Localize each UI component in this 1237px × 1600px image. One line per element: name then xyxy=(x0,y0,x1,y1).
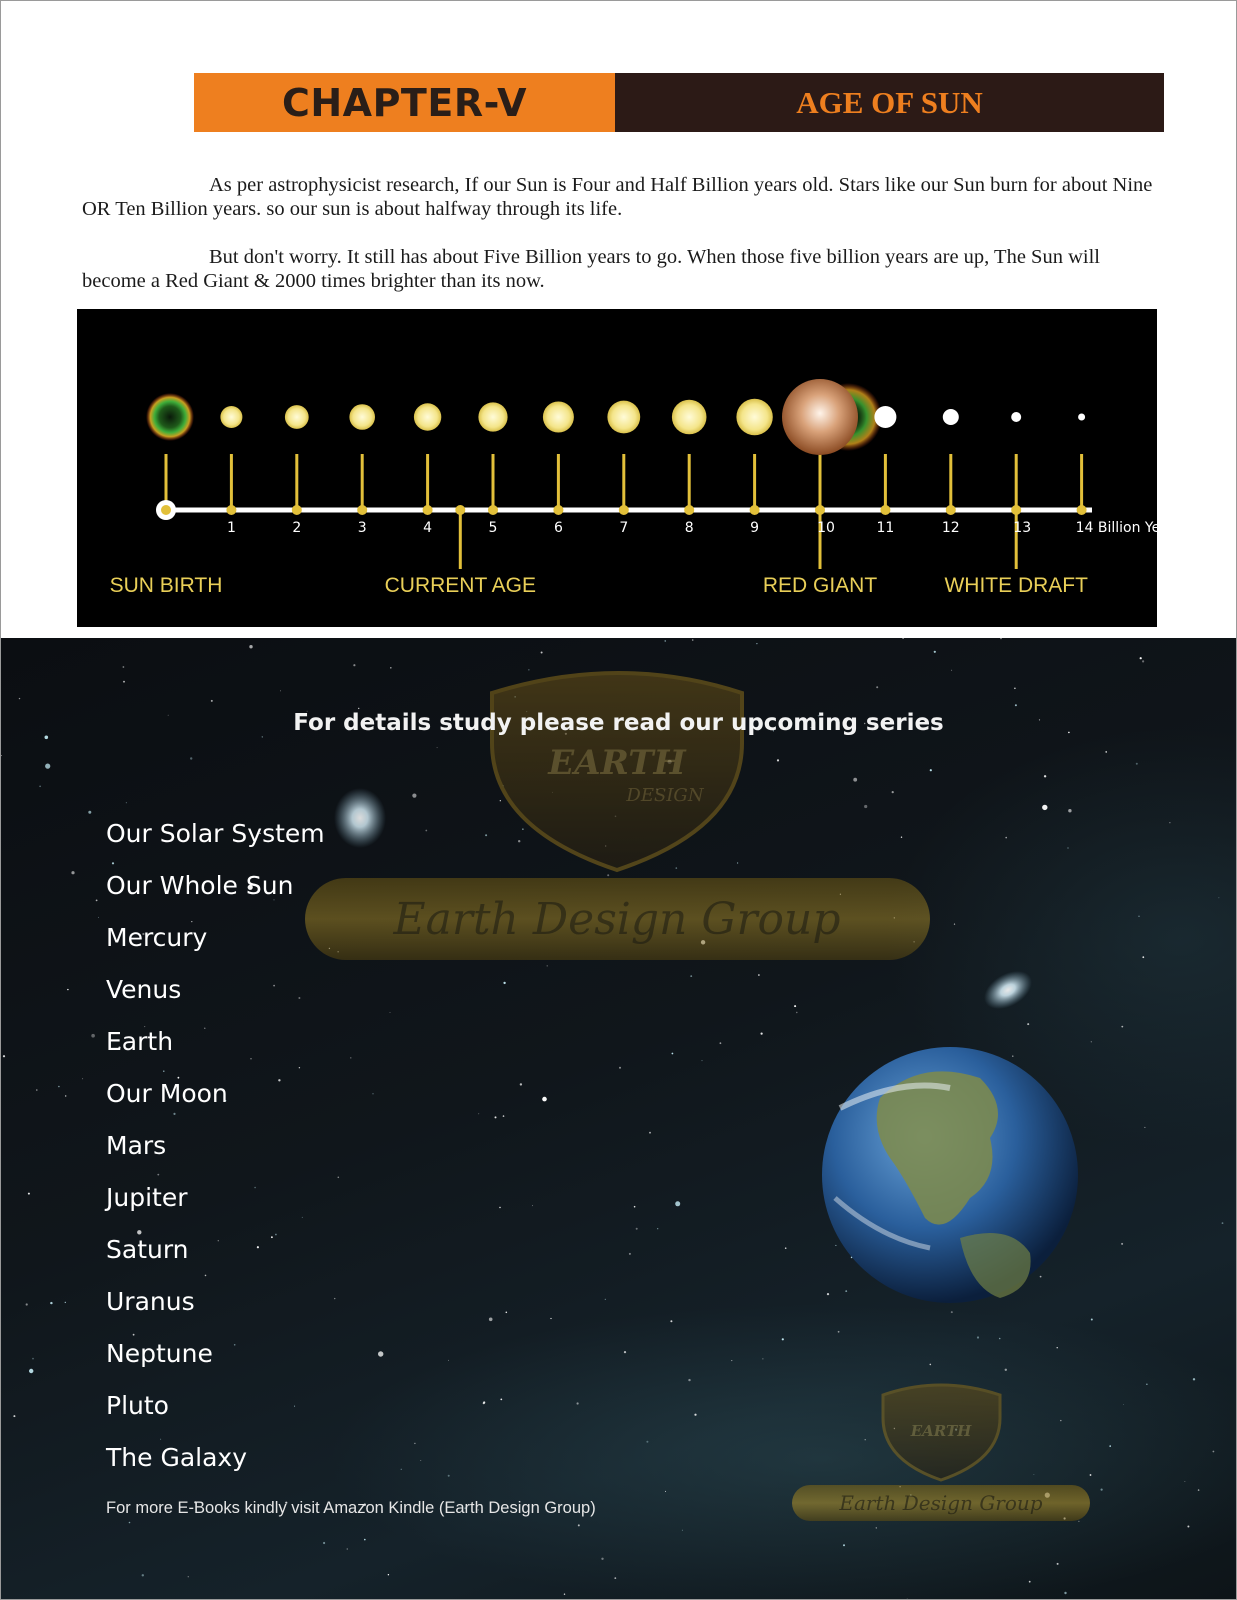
star xyxy=(547,965,548,966)
star xyxy=(280,691,281,692)
sun-stage xyxy=(220,406,242,428)
year-dot xyxy=(684,505,694,515)
sun-stage xyxy=(414,403,441,430)
series-item: Earth xyxy=(106,1027,174,1056)
star xyxy=(951,670,952,671)
year-dot xyxy=(553,505,563,515)
star xyxy=(1121,1243,1123,1245)
star xyxy=(1034,1474,1035,1475)
star xyxy=(82,1078,83,1079)
sun-stage xyxy=(543,402,574,433)
star xyxy=(675,1201,680,1206)
star xyxy=(1185,1481,1186,1482)
star xyxy=(1187,1526,1189,1528)
star xyxy=(126,802,127,803)
star xyxy=(506,1312,508,1314)
series-item: Venus xyxy=(106,975,182,1004)
emblem-letters: EARTH xyxy=(548,743,686,783)
star xyxy=(777,759,779,761)
star xyxy=(390,667,392,669)
series-item: Our Whole Sun xyxy=(106,871,294,900)
stage-label: SUN BIRTH xyxy=(109,574,223,597)
star xyxy=(550,1318,551,1319)
star xyxy=(605,1299,606,1300)
white-dwarf xyxy=(874,406,896,428)
sun-stage xyxy=(478,402,507,431)
star xyxy=(601,1558,603,1560)
star xyxy=(3,1055,5,1057)
tick-label: 13 xyxy=(1013,520,1032,536)
series-item: Our Moon xyxy=(106,1079,228,1108)
star xyxy=(129,1522,131,1524)
tick-label: 6 xyxy=(553,520,563,536)
star xyxy=(28,1193,30,1195)
star xyxy=(58,1086,60,1088)
star xyxy=(758,974,760,976)
star xyxy=(448,1475,450,1477)
star xyxy=(1005,1369,1007,1371)
star xyxy=(737,862,738,863)
year-dot xyxy=(1077,505,1087,515)
white-dwarf xyxy=(943,409,959,425)
star xyxy=(977,1336,979,1338)
star xyxy=(838,1331,840,1333)
star xyxy=(50,1302,52,1304)
series-item: Mercury xyxy=(106,923,208,952)
star xyxy=(692,639,694,641)
series-heading: For details study please read our upcoming series xyxy=(293,710,944,736)
star xyxy=(1040,1276,1042,1278)
star xyxy=(1042,805,1047,810)
star xyxy=(503,982,505,984)
star xyxy=(29,1369,33,1373)
star xyxy=(500,1399,502,1401)
star xyxy=(636,1228,638,1230)
stage-label: WHITE DRAFT xyxy=(944,574,1088,597)
star xyxy=(578,1524,580,1526)
star xyxy=(13,1415,15,1417)
star xyxy=(901,837,902,838)
tick-label: 1 xyxy=(226,520,236,536)
birth-marker-core xyxy=(161,505,171,515)
star xyxy=(756,643,757,644)
star xyxy=(853,778,857,782)
series-item: Our Solar System xyxy=(106,819,325,848)
star xyxy=(1219,897,1220,898)
star xyxy=(1068,809,1071,812)
star xyxy=(1140,657,1142,659)
star xyxy=(323,1542,325,1544)
star xyxy=(500,800,501,801)
year-dot xyxy=(946,505,956,515)
year-dot xyxy=(880,505,890,515)
star xyxy=(930,1364,932,1366)
sun-life-timeline xyxy=(77,309,1182,627)
star xyxy=(629,1253,631,1255)
star xyxy=(532,1205,533,1206)
star xyxy=(1138,916,1139,917)
star xyxy=(495,1116,497,1118)
star xyxy=(541,652,543,654)
star xyxy=(865,1439,866,1440)
timeline-graphic xyxy=(77,309,1182,627)
star xyxy=(688,1379,690,1381)
star xyxy=(478,1113,479,1114)
series-item: Saturn xyxy=(106,1235,189,1264)
star xyxy=(762,1358,763,1359)
star xyxy=(528,669,529,670)
star xyxy=(665,1491,666,1492)
star xyxy=(188,1576,189,1577)
star xyxy=(607,874,609,876)
star xyxy=(98,917,99,918)
star xyxy=(902,637,904,639)
chapter-title-block xyxy=(615,73,1164,132)
star xyxy=(999,1338,1001,1340)
year-dot xyxy=(423,505,433,515)
star xyxy=(338,1177,340,1179)
earth-image xyxy=(822,1047,1078,1303)
star xyxy=(334,1298,335,1299)
star xyxy=(32,1358,34,1360)
star xyxy=(1090,1474,1092,1476)
chapter-number: CHAPTER-V xyxy=(281,80,527,125)
star xyxy=(211,700,213,702)
stage-label: CURRENT AGE xyxy=(384,574,536,597)
star xyxy=(414,1443,415,1444)
sun-stage xyxy=(285,405,309,429)
star xyxy=(1057,1563,1059,1565)
star xyxy=(1193,1378,1195,1380)
star xyxy=(1142,660,1144,662)
sun-stage xyxy=(349,404,375,430)
year-dot xyxy=(619,505,629,515)
nebula-birth xyxy=(146,393,194,441)
star xyxy=(412,794,416,798)
star xyxy=(364,1539,366,1541)
star xyxy=(45,764,50,769)
star xyxy=(1012,1056,1013,1057)
star xyxy=(91,1034,95,1038)
star xyxy=(1,755,2,756)
star xyxy=(26,1303,28,1305)
star xyxy=(1027,1023,1029,1025)
star xyxy=(1198,1489,1200,1491)
star xyxy=(930,769,932,771)
intro-paragraph: As per astrophysicist research, If our Sun is Four and Half Billion years old. Stars like our Sun burn for about Nine OR Ten Billion years. so our sun is about halfway through its life. xyxy=(82,174,1153,220)
star xyxy=(876,1527,877,1528)
chapter-header xyxy=(194,73,1164,132)
star xyxy=(401,1469,402,1470)
star xyxy=(503,1115,505,1117)
star xyxy=(1044,775,1046,777)
star xyxy=(142,1574,144,1576)
tick-label-end: 14 Billion Years xyxy=(1075,520,1182,536)
tick-label: 3 xyxy=(357,520,367,536)
year-dot xyxy=(750,505,760,515)
star xyxy=(1213,1451,1215,1453)
star xyxy=(649,1132,651,1134)
star xyxy=(350,1057,351,1058)
star xyxy=(892,791,894,793)
star xyxy=(1014,688,1016,690)
star xyxy=(483,1402,485,1404)
star xyxy=(1105,751,1107,753)
star xyxy=(1060,1420,1061,1421)
watermark-emblem-small xyxy=(883,1385,1000,1480)
star xyxy=(1078,1521,1079,1522)
series-promo-section xyxy=(0,638,1237,1600)
star xyxy=(390,1012,391,1013)
year-dot xyxy=(357,505,367,515)
tick-label: 4 xyxy=(423,520,433,536)
star xyxy=(761,1033,763,1035)
star xyxy=(1146,1384,1147,1385)
white-dwarf xyxy=(1011,412,1021,422)
star xyxy=(794,1005,796,1007)
star xyxy=(1109,1445,1111,1447)
star xyxy=(782,1338,784,1340)
sun-stage xyxy=(736,399,772,435)
star xyxy=(843,1544,845,1546)
star xyxy=(1222,1222,1224,1224)
series-list xyxy=(106,814,325,1490)
star xyxy=(36,1089,38,1091)
star xyxy=(520,1083,522,1085)
star xyxy=(1064,1592,1066,1594)
star xyxy=(951,1311,953,1313)
watermark-brand-small: Earth Design Group xyxy=(839,1491,1043,1515)
star xyxy=(1000,637,1002,639)
star xyxy=(65,1095,66,1096)
star xyxy=(1057,1347,1058,1348)
star xyxy=(372,1093,373,1094)
star xyxy=(657,1228,658,1229)
galaxy-right xyxy=(977,963,1038,1017)
star xyxy=(39,786,41,788)
star xyxy=(518,840,520,842)
star xyxy=(845,1290,847,1292)
sun-stage xyxy=(672,400,707,435)
star xyxy=(522,829,523,830)
star xyxy=(425,830,427,832)
star xyxy=(485,834,487,836)
white-dwarf xyxy=(1078,414,1085,421)
tick-label: 12 xyxy=(941,520,960,536)
star xyxy=(542,1097,547,1102)
star xyxy=(1123,1404,1124,1405)
star xyxy=(123,681,125,683)
star xyxy=(827,1293,829,1295)
star xyxy=(19,698,20,699)
star xyxy=(876,686,878,688)
star xyxy=(864,805,867,808)
star xyxy=(665,640,666,641)
star xyxy=(123,666,125,668)
watermark-emblem xyxy=(492,673,742,870)
star xyxy=(190,757,192,759)
star xyxy=(835,1245,836,1246)
star xyxy=(731,1360,732,1361)
footer-note: For more E-Books kindly visit Amazon Kindle (Earth Design Group) xyxy=(106,1499,596,1517)
tick-label: 11 xyxy=(876,520,895,536)
stage-label: RED GIANT xyxy=(762,574,878,597)
star xyxy=(448,1360,449,1361)
star xyxy=(796,1012,797,1013)
timeline-labels xyxy=(110,520,1182,597)
star xyxy=(672,1053,674,1055)
second-paragraph: But don't worry. It still has about Five Billion years to go. When those five billion years are up, The Sun will become a Red Giant & 2000 times brighter than its now. xyxy=(82,246,1100,292)
star xyxy=(489,1318,493,1322)
star xyxy=(96,900,98,902)
star xyxy=(388,1574,389,1575)
star xyxy=(954,924,955,925)
star xyxy=(690,975,692,977)
series-item: The Galaxy xyxy=(106,1443,247,1472)
year-dot xyxy=(292,505,302,515)
year-dot xyxy=(488,505,498,515)
star xyxy=(670,1320,672,1322)
star xyxy=(1121,1026,1123,1028)
star xyxy=(934,651,936,653)
star xyxy=(499,1207,500,1208)
star xyxy=(694,1414,696,1416)
star xyxy=(676,867,678,869)
series-item: Uranus xyxy=(106,1287,195,1316)
sun-stage xyxy=(607,401,640,434)
star xyxy=(347,1549,348,1550)
star xyxy=(420,1460,421,1461)
tick-label: 9 xyxy=(750,520,760,536)
star xyxy=(65,1302,66,1303)
star xyxy=(1015,704,1017,706)
star xyxy=(577,1402,579,1404)
tick-label: 5 xyxy=(488,520,498,536)
star xyxy=(1136,763,1138,765)
year-dot xyxy=(815,505,825,515)
timeline-suns xyxy=(146,379,1085,455)
star xyxy=(88,811,91,814)
star xyxy=(67,989,68,990)
current-age-dot xyxy=(455,505,465,515)
star xyxy=(1068,848,1069,849)
star xyxy=(45,736,49,740)
star xyxy=(437,747,438,748)
emblem-small-letters: EARTH xyxy=(910,1422,972,1440)
star xyxy=(634,1206,636,1208)
star xyxy=(1005,837,1007,839)
star xyxy=(1029,1581,1031,1583)
series-item: Pluto xyxy=(106,1391,169,1420)
star xyxy=(1091,1041,1092,1042)
star xyxy=(1101,1489,1103,1491)
tick-label: 2 xyxy=(292,520,302,536)
star xyxy=(1091,1319,1093,1321)
star xyxy=(71,871,74,874)
star xyxy=(1142,956,1144,958)
chapter-title: AGE OF SUN xyxy=(796,84,983,120)
emblem-sub: DESIGN xyxy=(626,785,704,806)
star xyxy=(702,1060,703,1061)
red-giant xyxy=(782,379,858,455)
tick-label: 7 xyxy=(619,520,629,536)
star xyxy=(564,1594,565,1595)
series-item: Jupiter xyxy=(106,1183,188,1212)
year-dot xyxy=(226,505,236,515)
star xyxy=(785,1247,787,1249)
star xyxy=(358,708,359,709)
tick-label: 8 xyxy=(684,520,694,536)
star xyxy=(249,645,252,648)
watermark-brand: Earth Design Group xyxy=(393,894,841,945)
tick-label: 10 xyxy=(817,520,835,536)
star xyxy=(624,1351,626,1353)
star xyxy=(619,1067,621,1069)
star xyxy=(720,1042,722,1044)
star xyxy=(353,664,355,666)
star xyxy=(378,1351,383,1356)
series-item: Mars xyxy=(106,1131,167,1160)
galaxy-left xyxy=(334,788,386,848)
chapter-number-block xyxy=(194,73,615,132)
star xyxy=(614,1577,616,1579)
star xyxy=(682,1530,683,1531)
year-dot xyxy=(1011,505,1021,515)
star xyxy=(1144,1127,1145,1128)
series-item: Neptune xyxy=(106,1339,213,1368)
star xyxy=(646,1441,648,1443)
star xyxy=(262,736,263,737)
star xyxy=(1169,822,1170,823)
